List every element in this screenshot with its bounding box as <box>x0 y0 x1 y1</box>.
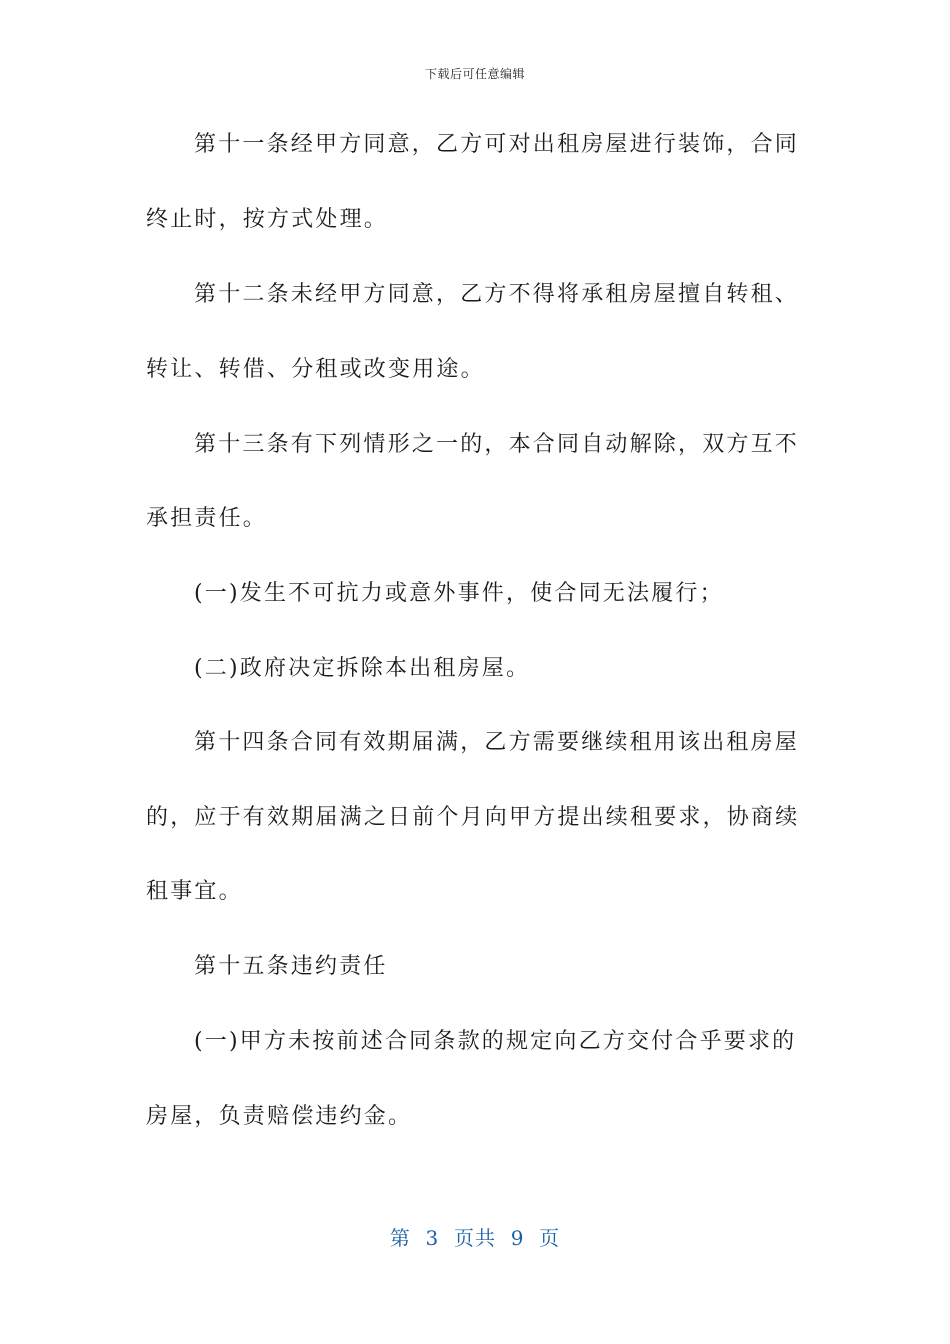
page-number-indicator: 第 3 页共 9 页 <box>389 1226 561 1250</box>
page-header-note: 下载后可任意编辑 <box>424 67 525 81</box>
paragraph-line: 房屋，负责赔偿违约金。 <box>146 1104 413 1129</box>
paragraph-line: 第十二条未经甲方同意，乙方不得将承租房屋擅自转租、 <box>194 282 800 307</box>
paragraph-line: 第十三条有下列情形之一的，本合同自动解除，双方互不 <box>194 432 800 457</box>
paragraph-line: (一)发生不可抗力或意外事件，使合同无法履行； <box>194 581 724 606</box>
paragraph-line: 的，应于有效期届满之日前个月向甲方提出续租要求，协商续 <box>146 805 800 830</box>
paragraph-line: 第十四条合同有效期届满，乙方需要继续租用该出租房屋 <box>194 730 800 755</box>
paragraph-line: 承担责任。 <box>146 506 268 531</box>
paragraph-line: 第十五条违约责任 <box>194 954 388 979</box>
paragraph-line: (二)政府决定拆除本出租房屋。 <box>194 656 531 681</box>
paragraph-line: 转让、转借、分租或改变用途。 <box>146 357 485 382</box>
paragraph-line: 租事宜。 <box>146 879 243 904</box>
paragraph-line: 第十一条经甲方同意，乙方可对出租房屋进行装饰，合同 <box>194 132 800 157</box>
paragraph-line: (一)甲方未按前述合同条款的规定向乙方交付合乎要求的 <box>194 1029 797 1054</box>
paragraph-line: 终止时，按方式处理。 <box>146 207 389 232</box>
